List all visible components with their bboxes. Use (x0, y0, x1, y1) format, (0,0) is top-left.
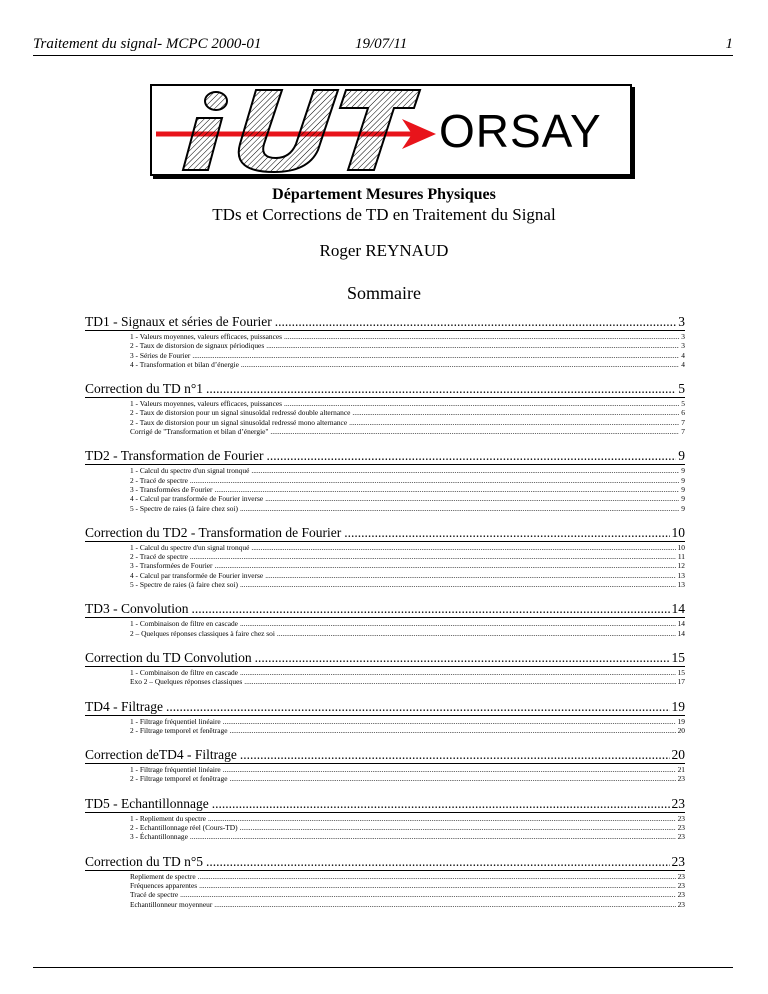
toc-leader-dots (251, 466, 679, 475)
toc-leader-dots (284, 399, 679, 408)
header-page-number: 1 (725, 36, 733, 52)
toc-item[interactable] (130, 832, 685, 841)
toc-item-page: 7 (681, 417, 685, 427)
toc-item-page: 15 (677, 667, 685, 677)
toc-item-title: 5 - Spectre de raies (à faire chez soi) (130, 503, 238, 513)
toc-section-heading[interactable] (85, 448, 685, 465)
toc-section (85, 448, 685, 512)
toc-item-title: 1 - Filtrage fréquentiel linéaire (130, 716, 221, 726)
toc-section-page: 15 (671, 649, 685, 665)
toc-leader-dots (240, 580, 676, 589)
toc-item-page: 21 (677, 765, 685, 775)
header-date: 19/07/11 (355, 36, 408, 52)
toc-item[interactable] (130, 552, 685, 561)
toc-item[interactable] (130, 504, 685, 513)
toc-item[interactable] (130, 543, 685, 552)
toc-leader-dots (240, 747, 670, 763)
toc-item-page: 13 (677, 570, 685, 580)
toc-item-title: 2 - Taux de distorsion de signaux périodiques (130, 341, 265, 351)
toc-item-page: 6 (681, 408, 685, 418)
toc-section-heading[interactable] (85, 314, 685, 331)
iut-orsay-logo (150, 84, 632, 176)
toc-leader-dots (223, 717, 676, 726)
toc-section-heading[interactable] (85, 699, 685, 716)
toc-leader-dots (284, 332, 679, 341)
toc-leader-dots (251, 543, 675, 552)
toc-section (85, 381, 685, 436)
toc-item-page: 12 (677, 561, 685, 571)
toc-item[interactable] (130, 619, 685, 628)
toc-section-heading[interactable] (85, 601, 685, 618)
toc-item-page: 14 (677, 619, 685, 629)
toc-item[interactable] (130, 881, 685, 890)
toc-item[interactable] (130, 561, 685, 570)
toc-subitems (85, 764, 685, 784)
toc-item-title: Tracé de spectre (130, 890, 179, 900)
toc-leader-dots (190, 552, 676, 561)
toc-item-page: 13 (677, 580, 685, 590)
toc-item-title: Corrigé de "Transformation et bilan d’énergie" (130, 427, 269, 437)
toc-item[interactable] (130, 476, 685, 485)
toc-subitems (85, 716, 685, 736)
toc-item-title: Repliement de spectre (130, 871, 196, 881)
toc-item-page: 9 (681, 484, 685, 494)
toc-item-page: 11 (677, 552, 685, 562)
toc-section-title: TD5 - Echantillonnage (85, 795, 209, 811)
toc-section-heading[interactable] (85, 854, 685, 871)
toc-subitems (85, 813, 685, 842)
toc-item-page: 23 (677, 823, 685, 833)
toc-leader-dots (265, 494, 679, 503)
toc-item-page: 20 (677, 725, 685, 735)
toc-section-page: 3 (678, 314, 685, 329)
toc-leader-dots (277, 629, 676, 638)
author-name: Roger REYNAUD (319, 241, 449, 260)
toc-item-page: 4 (681, 359, 685, 369)
toc-section-heading[interactable] (85, 525, 685, 542)
toc-section-page: 9 (678, 448, 685, 464)
toc-leader-dots (190, 832, 676, 841)
header-divider (33, 55, 733, 56)
toc-section-title: Correction du TD n°1 (85, 381, 204, 397)
toc-item[interactable] (130, 629, 685, 638)
toc-subitems (85, 331, 685, 369)
toc-section-page: 10 (671, 524, 685, 540)
toc-item-page: 3 (681, 341, 685, 351)
logo-letters (183, 90, 420, 172)
toc-item-title: 2 – Quelques réponses classiques à faire chez soi (130, 628, 275, 638)
toc-leader-dots (270, 427, 679, 436)
toc-section-heading[interactable] (85, 747, 685, 764)
toc-item-page: 9 (681, 466, 685, 476)
toc-section-title: TD2 - Transformation de Fourier (85, 448, 264, 464)
toc-section (85, 854, 685, 909)
toc-item-page: 23 (677, 880, 685, 890)
toc-item-page: 23 (677, 832, 685, 842)
toc-leader-dots (240, 619, 676, 628)
logo-orsay-text: ORSAY (439, 105, 602, 157)
toc-section-title: TD3 - Convolution (85, 601, 189, 617)
toc-section (85, 601, 685, 638)
toc-leader-dots (240, 504, 679, 513)
toc-item[interactable] (130, 580, 685, 589)
toc-item-page: 4 (681, 350, 685, 360)
toc-item-title: Echantillonneur moyenneur (130, 899, 213, 909)
toc-section-page: 20 (671, 747, 685, 763)
toc-leader-dots (208, 814, 676, 823)
toc-item-title: 1 - Calcul du spectre d'un signal tronqué (130, 466, 250, 476)
toc-item-title: 1 - Combinaison de filtre en cascade (130, 667, 238, 677)
toc-item-title: 3 - Échantillonnage (130, 832, 188, 842)
toc-section-page: 14 (671, 601, 685, 617)
toc-item-title: Fréquences apparentes (130, 880, 198, 890)
toc-leader-dots (206, 381, 676, 397)
toc-item[interactable] (130, 494, 685, 503)
toc-item-title: 2 - Taux de distorsion pour un signal sinusoïdal redressé mono alternance (130, 417, 348, 427)
toc-item[interactable] (130, 360, 685, 369)
toc-section (85, 747, 685, 784)
toc-section (85, 314, 685, 369)
toc-leader-dots (212, 796, 670, 812)
toc-item[interactable] (130, 726, 685, 735)
toc-item[interactable] (130, 341, 685, 350)
toc-item-title: 2 - Tracé de spectre (130, 475, 188, 485)
toc-item-title: 4 - Calcul par transformée de Fourier inverse (130, 494, 264, 504)
toc-leader-dots (255, 650, 670, 666)
toc-item[interactable] (130, 427, 685, 436)
toc-leader-dots (266, 341, 679, 350)
document-subtitle: TDs et Corrections de TD en Traitement du Signal (212, 205, 556, 224)
toc-leader-dots (215, 561, 676, 570)
toc-leader-dots (166, 699, 670, 715)
toc-item-title: 2 - Taux de distorsion pour un signal sinusoïdal redressé double alternance (130, 408, 351, 418)
toc-item-page: 23 (677, 813, 685, 823)
toc-item-title: 1 - Calcul du spectre d'un signal tronqué (130, 542, 250, 552)
toc-leader-dots (229, 726, 675, 735)
toc-item[interactable] (130, 890, 685, 899)
toc-section-title: Correction du TD Convolution (85, 649, 252, 665)
toc-item-page: 14 (677, 628, 685, 638)
toc-subitems (85, 398, 685, 436)
toc-item-page: 23 (677, 899, 685, 909)
toc-leader-dots (190, 476, 679, 485)
toc-leader-dots (198, 872, 676, 881)
toc-item[interactable] (130, 408, 685, 417)
toc-section-heading[interactable] (85, 381, 685, 398)
toc-leader-dots (275, 314, 677, 330)
page-header (33, 36, 733, 54)
toc-item[interactable] (130, 872, 685, 881)
toc-item-title: 3 - Transformées de Fourier (130, 561, 213, 571)
toc-item[interactable] (130, 677, 685, 686)
toc-item-title: 4 - Calcul par transformée de Fourier inverse (130, 570, 264, 580)
toc-item-title: 3 - Transformées de Fourier (130, 484, 213, 494)
toc-subitems (85, 618, 685, 638)
toc-leader-dots (349, 418, 679, 427)
toc-item-page: 10 (677, 542, 685, 552)
toc-item-title: 5 - Spectre de raies (à faire chez soi) (130, 580, 238, 590)
toc-section-page: 23 (671, 795, 685, 811)
toc-item[interactable] (130, 485, 685, 494)
toc-item-page: 19 (677, 716, 685, 726)
toc-item[interactable] (130, 332, 685, 341)
toc-leader-dots (214, 900, 675, 909)
toc-section-title: TD4 - Filtrage (85, 698, 163, 714)
toc-item[interactable] (130, 765, 685, 774)
toc-item-title: Exo 2 – Quelques réponses classiques (130, 677, 243, 687)
toc-leader-dots (240, 823, 676, 832)
toc-item-page: 9 (681, 494, 685, 504)
toc-item-page: 9 (681, 503, 685, 513)
toc-item-title: 1 - Valeurs moyennes, valeurs efficaces, puissances (130, 332, 283, 341)
toc-item-page: 3 (681, 332, 685, 341)
toc-leader-dots (244, 677, 675, 686)
toc-section-title: Correction du TD2 - Transformation de Fourier (85, 524, 342, 540)
toc-section-heading[interactable] (85, 796, 685, 813)
toc-item-title: 3 - Séries de Fourier (130, 350, 191, 360)
toc-item[interactable] (130, 717, 685, 726)
toc-section-title: TD1 - Signaux et séries de Fourier (85, 314, 272, 329)
toc-item-page: 23 (677, 871, 685, 881)
toc-item[interactable] (130, 823, 685, 832)
toc-leader-dots (223, 765, 676, 774)
toc-item[interactable] (130, 571, 685, 580)
toc-leader-dots (199, 881, 676, 890)
toc-section-page: 19 (671, 698, 685, 714)
toc-item-title: 1 - Valeurs moyennes, valeurs efficaces, puissances (130, 399, 283, 409)
toc-section (85, 699, 685, 736)
toc-item-title: 2 - Echantillonnage réel (Cours-TD) (130, 823, 238, 833)
toc-item-title: 2 - Filtrage temporel et fenêtrage (130, 725, 228, 735)
toc-leader-dots (206, 854, 669, 870)
toc-leader-dots (241, 360, 679, 369)
toc-item[interactable] (130, 418, 685, 427)
toc-leader-dots (266, 448, 676, 464)
toc-item[interactable] (130, 900, 685, 909)
toc-item[interactable] (130, 774, 685, 783)
toc-item-page: 9 (681, 475, 685, 485)
toc-section-page: 23 (671, 853, 685, 869)
toc-leader-dots (344, 525, 669, 541)
toc-leader-dots (180, 890, 675, 899)
department-title: Département Mesures Physiques (272, 186, 496, 203)
toc-leader-dots (229, 774, 675, 783)
toc-subitems (85, 542, 685, 589)
toc-item-title: 2 - Filtrage temporel et fenêtrage (130, 774, 228, 784)
toc-item[interactable] (130, 814, 685, 823)
table-of-contents (85, 314, 685, 921)
toc-item-page: 5 (681, 399, 685, 409)
toc-item-title: 1 - Combinaison de filtre en cascade (130, 619, 238, 629)
toc-item-page: 17 (677, 677, 685, 687)
toc-subitems (85, 667, 685, 687)
toc-item-title: 1 - Repliement du spectre (130, 813, 206, 823)
toc-section (85, 650, 685, 687)
toc-leader-dots (192, 601, 670, 617)
header-title: Traitement du signal- MCPC 2000-01 (33, 36, 262, 52)
toc-leader-dots (265, 571, 675, 580)
toc-item-title: 4 - Transformation et bilan d’énergie (130, 359, 239, 369)
toc-leader-dots (240, 668, 676, 677)
toc-section-title: Correction deTD4 - Filtrage (85, 747, 237, 763)
toc-subitems (85, 465, 685, 512)
toc-leader-dots (352, 408, 679, 417)
footer-divider (33, 967, 733, 968)
toc-section (85, 796, 685, 842)
toc-item[interactable] (130, 668, 685, 677)
toc-item[interactable] (130, 466, 685, 475)
toc-leader-dots (215, 485, 680, 494)
toc-heading: Sommaire (347, 283, 421, 303)
toc-section-title: Correction du TD n°5 (85, 853, 204, 869)
toc-item[interactable] (130, 351, 685, 360)
toc-item-page: 23 (677, 890, 685, 900)
toc-section-page: 5 (678, 381, 685, 397)
toc-item[interactable] (130, 399, 685, 408)
toc-item-title: 1 - Filtrage fréquentiel linéaire (130, 765, 221, 775)
toc-leader-dots (192, 351, 679, 360)
toc-section-heading[interactable] (85, 650, 685, 667)
toc-section (85, 525, 685, 589)
toc-item-page: 7 (681, 427, 685, 437)
toc-item-page: 23 (677, 774, 685, 784)
toc-subitems (85, 871, 685, 909)
toc-item-title: 2 - Tracé de spectre (130, 552, 188, 562)
